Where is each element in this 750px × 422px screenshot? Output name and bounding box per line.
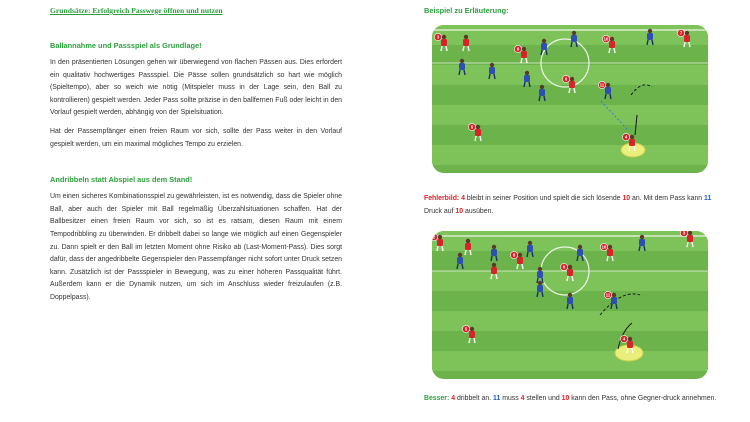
paragraph: In den präsentierten Lösungen gehen wir überwiegend von flachen Pässen aus. Dies erfordert ein qualitativ hochwertiges Passspiel. Die Pässe sollen grundsätzlich so hart wie möglich (Spieltempo), aber so weich wie nötig (Mitspieler muss in der Lage sein, den Ball zu kontrollieren) gespielt werden. Jeder Pass sollte präzise in den ballfernen Fuß oder leicht in den Vorlauf gespielt werden, abhängig von der Spielsituation.: [50, 59, 342, 117]
caption-text: stellen und: [524, 395, 562, 402]
caption-text: dribbelt an.: [455, 395, 493, 402]
svg-text:10: 10: [601, 244, 607, 250]
player-number-4: 4: [461, 195, 465, 202]
player-number-10: 10: [455, 207, 464, 215]
svg-text:11: 11: [599, 82, 605, 88]
svg-text:6: 6: [562, 264, 566, 270]
player-number-4: 4: [451, 395, 456, 402]
caption-fehlerbild: [424, 193, 722, 218]
caption-text: bleibt in seiner Position und spielt die sich lösende: [465, 195, 623, 202]
svg-text:10: 10: [603, 36, 609, 42]
caption-label: Besser:: [424, 395, 450, 402]
svg-text:7: 7: [679, 30, 683, 36]
pitch-diagram-fehlerbild: [432, 25, 708, 173]
player-number-11: 11: [704, 195, 712, 202]
svg-text:2: 2: [432, 234, 436, 240]
svg-text:11: 11: [605, 292, 611, 298]
svg-text:3: 3: [436, 34, 440, 40]
svg-text:3: 3: [682, 231, 686, 236]
svg-text:4: 4: [624, 134, 628, 140]
caption-text: ausüben.: [463, 207, 494, 215]
player-number-4: 4: [520, 395, 525, 402]
caption-text: Druck auf: [424, 207, 456, 215]
svg-text:5: 5: [464, 326, 468, 332]
section-heading-andribbeln: Andribbeln statt Abspiel aus dem Stand!: [50, 175, 193, 185]
right-column: [424, 6, 724, 23]
player-number-10: 10: [622, 195, 631, 202]
player-number-10: 10: [561, 395, 570, 402]
svg-text:6: 6: [564, 76, 568, 82]
section-heading-passspiel: Ballannahme und Passspiel als Grundlage!: [50, 41, 202, 50]
svg-text:8: 8: [516, 46, 520, 52]
document-title: Grundsätze: Erfolgreich Passwege öffnen und nutzen: [50, 6, 223, 15]
caption-label: Fehlerbild:: [424, 195, 460, 202]
pitch-diagram-besser: [432, 231, 708, 379]
caption-text: muss: [500, 395, 521, 402]
example-heading: Beispiel zu Erläuterung:: [424, 6, 509, 15]
svg-text:8: 8: [512, 252, 516, 258]
paragraph: Um einen sicheres Kombinationsspiel zu gewährleisten, ist es notwendig, dass die Spieler ohne Ball, aber auch der Spieler mit Ball regelmäßig Überzahlsituationen schaffen. Hat der Ballbesitzer einen freien Raum vor sich, so ist es ratsam, diesen Raum mit einem Tempodribbling zu überwinden. Er dribbelt dabei so lange wie möglich auf einen Gegenspieler zu. Dann spielt er den Ball im letzten Moment ohne Risiko ab (Last-Moment-Pass). Dies sorgt dafür, dass der angedribbelte Gegenspieler den Passempfänger nicht sofort unter Druck setzen kann. Zusätzlich ist der Passspieler in Bewegung, was zu einer höheren Passqualität führt. Außerdem kann er die Dynamik nutzen, um sich im Anschluss wieder freizulaufen (z.B. Doppelpass).: [50, 193, 342, 301]
caption-besser: [424, 393, 722, 406]
caption-text: kann den Pass, ohne Gegner-druck annehmen.: [569, 395, 717, 402]
svg-text:4: 4: [622, 336, 626, 342]
paragraph: Hat der Passempfänger einen freien Raum vor sich, sollte der Pass weiter in den Vorlauf gespielt werden, um ein maximal mögliches Tempo zu erzielen.: [50, 127, 342, 148]
caption-text: an. Mit dem Pass kann: [630, 195, 705, 202]
player-number-11: 11: [493, 395, 501, 402]
left-column: [50, 6, 342, 311]
svg-text:5: 5: [470, 124, 474, 130]
